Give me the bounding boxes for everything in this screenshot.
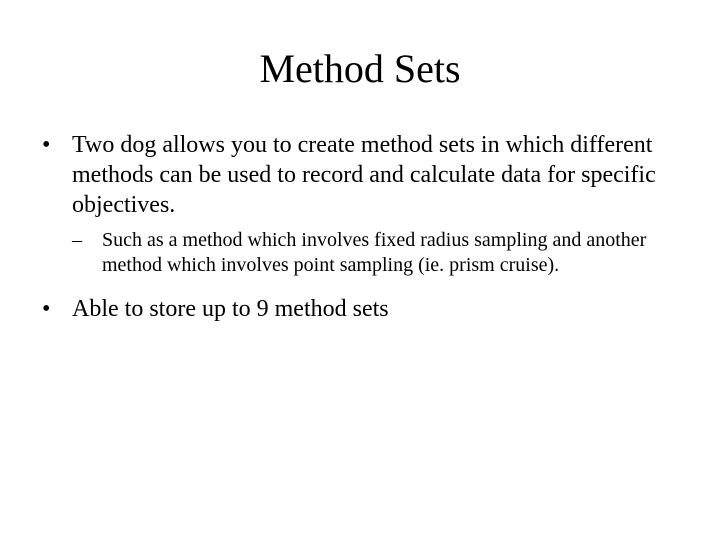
sub-bullet-marker: – — [72, 229, 82, 251]
bullet-marker: • — [42, 132, 51, 158]
bullet-text: Two dog allows you to create method sets in which different methods can be used to record and calculate data for specific objectives. — [72, 132, 656, 218]
bullet-item — [42, 294, 682, 324]
bullet-item — [42, 130, 682, 278]
sub-bullet-text: Such as a method which involves fixed radius sampling and another method which involves point sampling (ie. prism cruise). — [102, 229, 647, 276]
bullet-text: Able to store up to 9 method sets — [72, 296, 389, 322]
sub-bullet-list — [72, 228, 682, 278]
bullet-marker: • — [42, 296, 51, 322]
bullet-list — [42, 130, 682, 340]
sub-bullet-item — [72, 228, 682, 278]
slide-title: Method Sets — [259, 46, 461, 91]
